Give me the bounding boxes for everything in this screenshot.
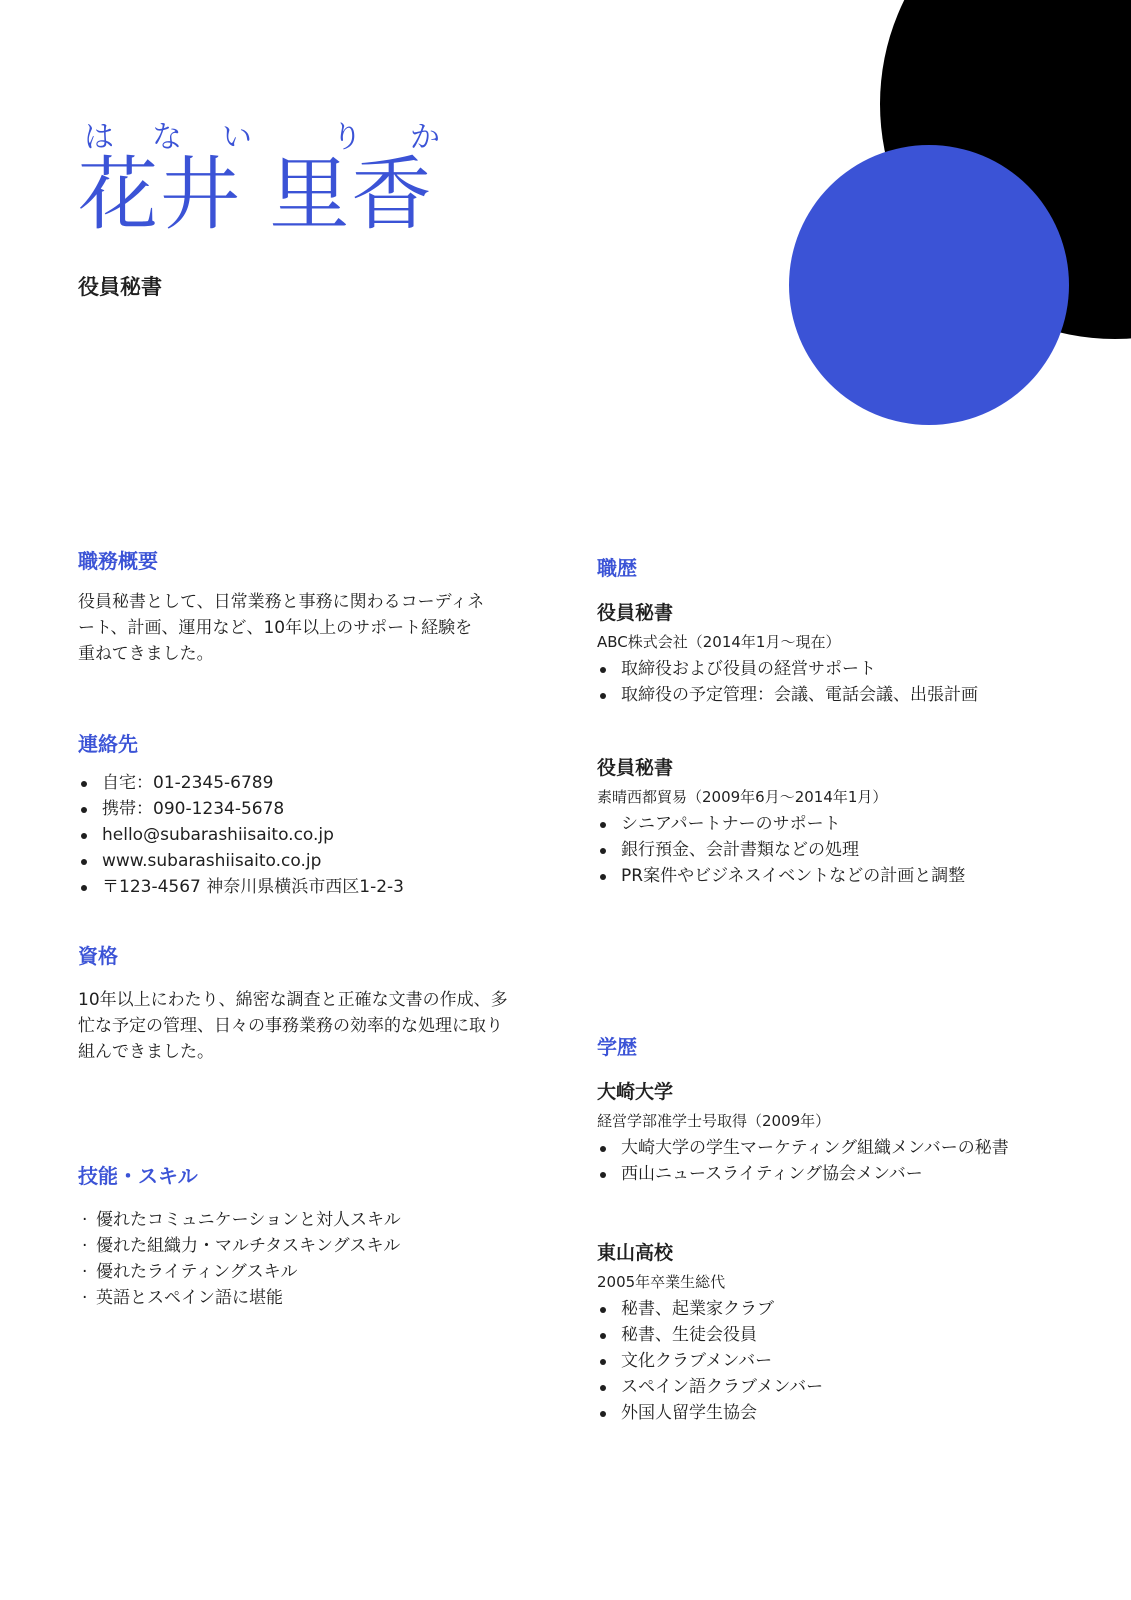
contact-phone-home: 自宅：01-2345-6789 <box>78 770 498 796</box>
job-role: 役員秘書 <box>597 757 674 779</box>
summary-text: 役員秘書として、日常業務と事務に関わるコーディネート、計画、運用など、10年以上のサポート経験を重ねてきました。 <box>78 592 485 664</box>
name-furigana <box>82 112 462 155</box>
school-activity: 文化クラブメンバー <box>597 1348 1027 1374</box>
school-name: 東山高校 <box>597 1242 674 1264</box>
job-duty: シニアパートナーのサポート <box>597 811 1037 837</box>
school-detail: 経営学部准学士号取得（2009年） <box>597 1112 831 1130</box>
furigana-char: は <box>84 120 114 155</box>
job-duty: 銀行預金、会計書類などの処理 <box>597 837 1037 863</box>
contact-heading: 連絡先 <box>78 732 138 756</box>
school-activity: スペイン語クラブメンバー <box>597 1374 1027 1400</box>
education-heading: 学歴 <box>597 1035 637 1059</box>
skill-item: · 優れたコミュニケーションと対人スキル <box>78 1207 498 1233</box>
job-duty: 取締役の予定管理：会議、電話会議、出張計画 <box>597 682 1037 708</box>
furigana-char: な <box>152 120 182 155</box>
furigana-char: り <box>332 120 362 155</box>
school-activities <box>597 1296 1027 1426</box>
school-name: 大崎大学 <box>597 1081 674 1103</box>
skills-list <box>78 1207 498 1311</box>
job-duties <box>597 811 1037 889</box>
qualifications-text: 10年以上にわたり、綿密な調査と正確な文書の作成、多忙な予定の管理、日々の事務業務の効率的な処理に取り組んできました。 <box>78 990 508 1062</box>
skill-item: · 優れた組織力・マルチタスキングスキル <box>78 1233 498 1259</box>
school-activity: 外国人留学生協会 <box>597 1400 1027 1426</box>
school-activity: 大崎大学の学生マーケティング組織メンバーの秘書 <box>597 1135 1027 1161</box>
school-detail: 2005年卒業生総代 <box>597 1273 726 1291</box>
job-duty: PR案件やビジネスイベントなどの計画と調整 <box>597 863 1037 889</box>
furigana-char: か <box>410 120 440 155</box>
school-activities <box>597 1135 1027 1187</box>
contact-website: www.subarashiisaito.co.jp <box>78 848 498 874</box>
school-activity: 秘書、起業家クラブ <box>597 1296 1027 1322</box>
contact-email: hello@subarashiisaito.co.jp <box>78 822 498 848</box>
job-duties <box>597 656 1037 708</box>
decorative-blue-circle <box>789 145 1069 425</box>
job-company: ABC株式会社（2014年1月〜現在） <box>597 633 841 651</box>
job-duty: 取締役および役員の経営サポート <box>597 656 1037 682</box>
skills-heading: 技能・スキル <box>78 1164 198 1188</box>
furigana-char: い <box>222 120 252 155</box>
summary-heading: 職務概要 <box>78 549 158 573</box>
experience-heading: 職歴 <box>597 556 637 580</box>
school-activity: 西山ニュースライティング協会メンバー <box>597 1161 1027 1187</box>
school-activity: 秘書、生徒会役員 <box>597 1322 1027 1348</box>
job-company: 素晴西都貿易（2009年6月〜2014年1月） <box>597 788 888 806</box>
contact-address: 〒123-4567 神奈川県横浜市西区1-2-3 <box>78 874 498 900</box>
skill-item: · 英語とスペイン語に堪能 <box>78 1285 498 1311</box>
person-name: 花井 里香 <box>78 148 434 241</box>
qualifications-heading: 資格 <box>78 944 118 968</box>
contact-phone-mobile: 携帯：090-1234-5678 <box>78 796 498 822</box>
job-role: 役員秘書 <box>597 602 674 624</box>
job-title: 役員秘書 <box>78 275 162 299</box>
contact-list <box>78 770 498 900</box>
skill-item: · 優れたライティングスキル <box>78 1259 498 1285</box>
